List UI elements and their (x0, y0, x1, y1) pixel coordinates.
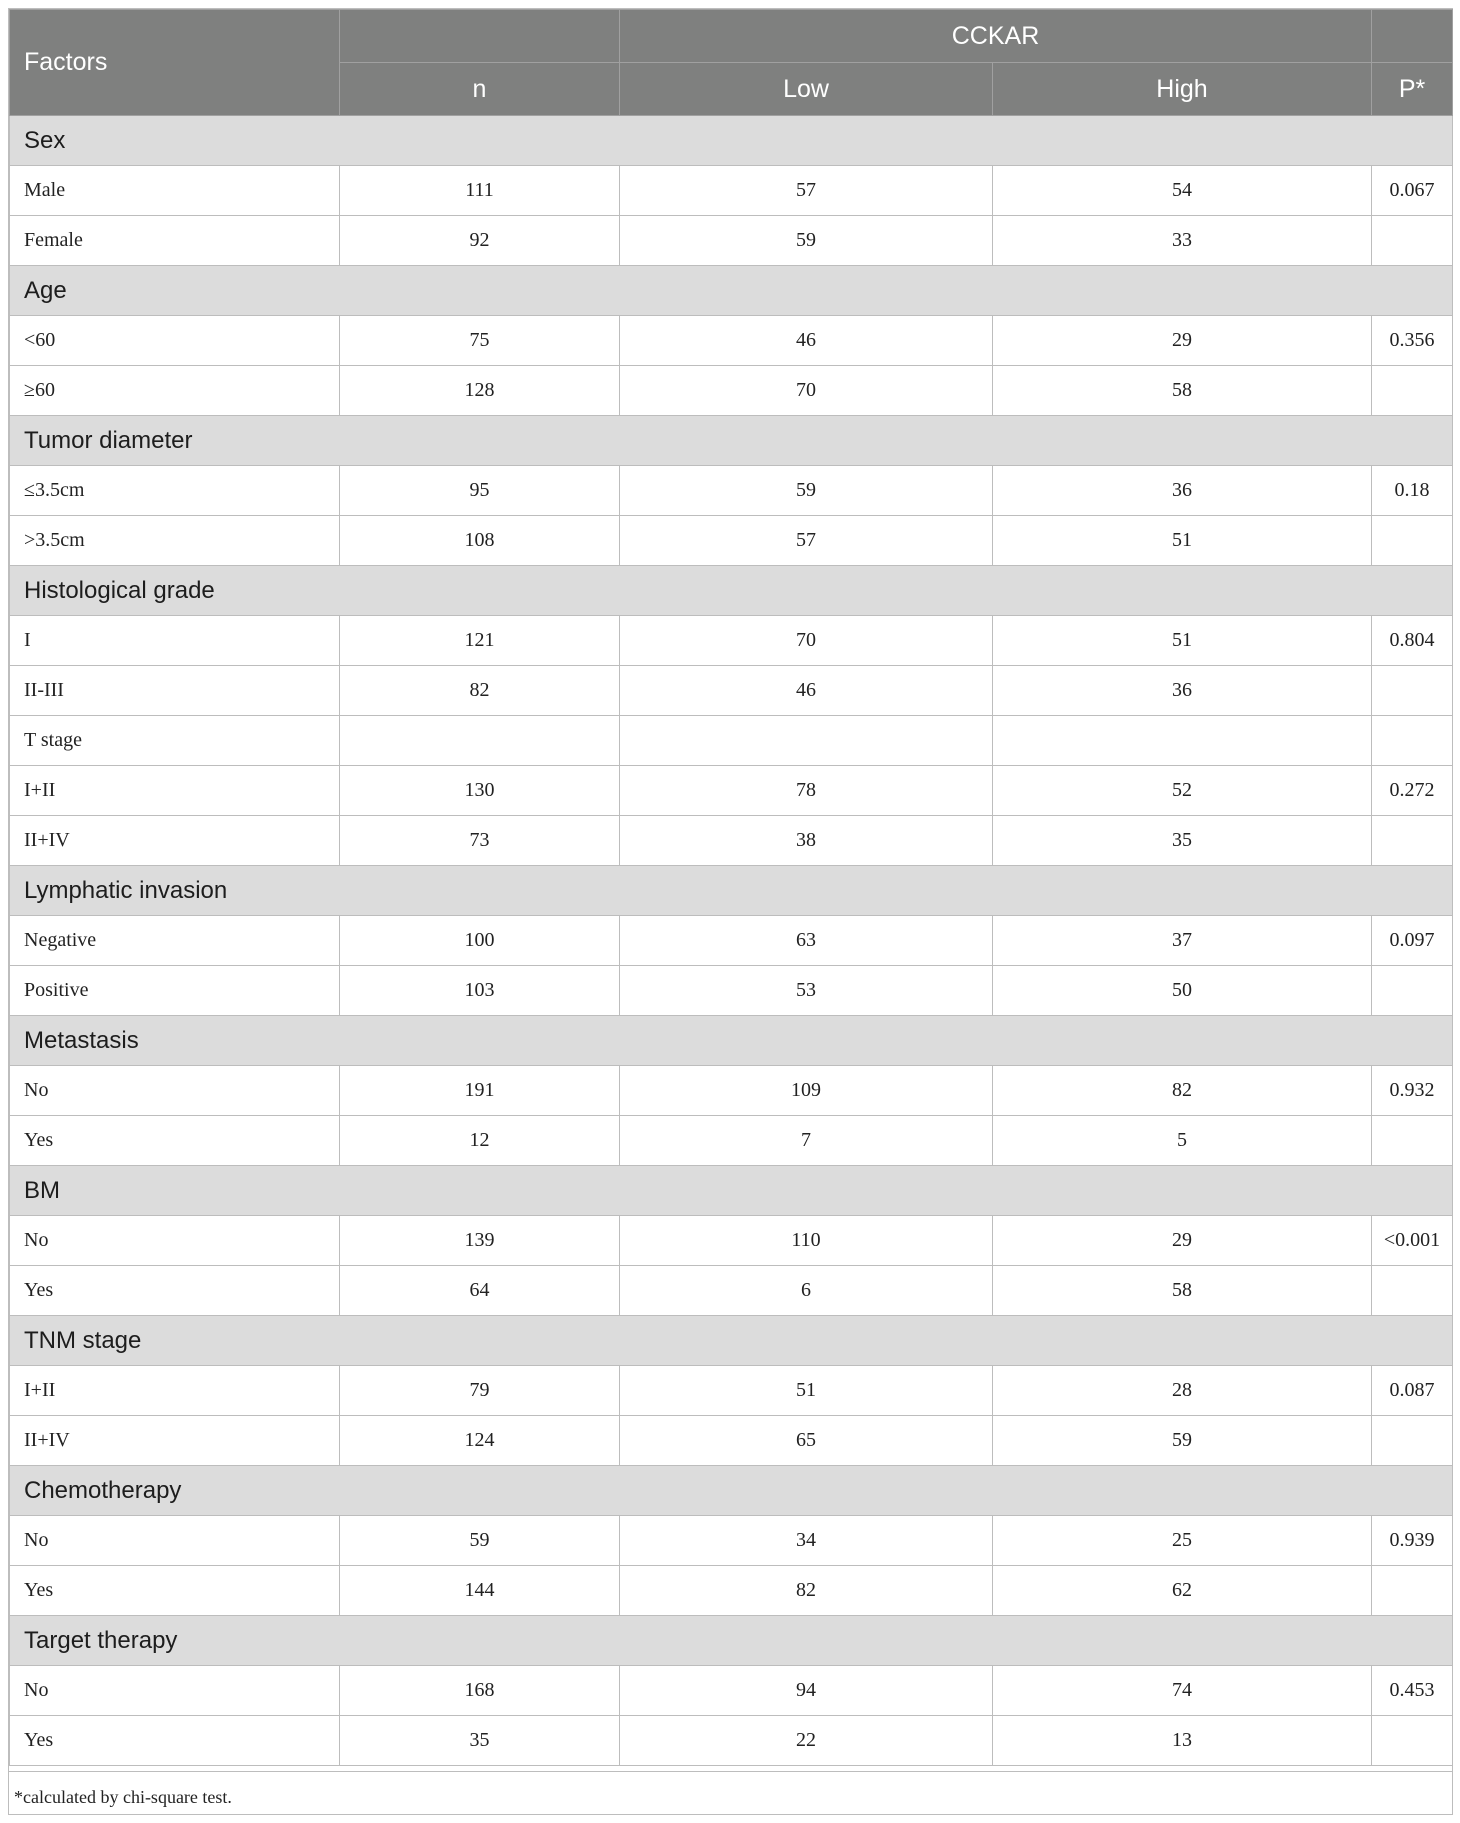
cell-p: 0.18 (1372, 466, 1453, 516)
header-low: Low (620, 63, 993, 116)
row-label: II-III (10, 666, 340, 716)
table-row (10, 816, 1453, 866)
footnote-divider (8, 1771, 1453, 1772)
cell-low: 59 (620, 216, 993, 266)
cell-p: 0.804 (1372, 616, 1453, 666)
table-row (10, 466, 1453, 516)
cell-p (1372, 666, 1453, 716)
cell-high: 58 (993, 366, 1372, 416)
header-p: P* (1372, 63, 1453, 116)
cell-low: 53 (620, 966, 993, 1016)
cell-p: 0.939 (1372, 1516, 1453, 1566)
table-header (10, 10, 1453, 116)
cell-low: 109 (620, 1066, 993, 1116)
table-row (10, 366, 1453, 416)
cell-p (1372, 816, 1453, 866)
section-row (10, 1016, 1453, 1066)
section-label: TNM stage (10, 1316, 1453, 1366)
section-row (10, 866, 1453, 916)
table-body (10, 116, 1453, 1766)
cell-n: 108 (340, 516, 620, 566)
cell-n: 168 (340, 1666, 620, 1716)
cell-p (1372, 716, 1453, 766)
table-row (10, 1216, 1453, 1266)
cell-low: 63 (620, 916, 993, 966)
cell-high: 13 (993, 1716, 1372, 1766)
cell-high: 62 (993, 1566, 1372, 1616)
row-label: No (10, 1516, 340, 1566)
cell-p (1372, 1116, 1453, 1166)
cell-low: 82 (620, 1566, 993, 1616)
header-p-spacer (1372, 10, 1453, 63)
header-group: CCKAR (620, 10, 1372, 63)
section-row (10, 416, 1453, 466)
cell-high: 35 (993, 816, 1372, 866)
table-frame (8, 8, 1453, 1815)
cell-high: 36 (993, 666, 1372, 716)
table-row (10, 216, 1453, 266)
row-label: II+IV (10, 1416, 340, 1466)
cell-p (1372, 516, 1453, 566)
section-label: Age (10, 266, 1453, 316)
section-row (10, 266, 1453, 316)
table-row (10, 766, 1453, 816)
table-row (10, 966, 1453, 1016)
row-label: Yes (10, 1266, 340, 1316)
cell-low: 65 (620, 1416, 993, 1466)
cell-high (993, 716, 1372, 766)
table-row (10, 1666, 1453, 1716)
cell-n: 144 (340, 1566, 620, 1616)
cell-low: 38 (620, 816, 993, 866)
cell-high: 54 (993, 166, 1372, 216)
cell-high: 25 (993, 1516, 1372, 1566)
cell-low: 22 (620, 1716, 993, 1766)
row-label: T stage (10, 716, 340, 766)
table-row (10, 1716, 1453, 1766)
cell-high: 29 (993, 316, 1372, 366)
cell-n: 111 (340, 166, 620, 216)
cell-high: 5 (993, 1116, 1372, 1166)
cell-low: 46 (620, 316, 993, 366)
cell-n: 73 (340, 816, 620, 866)
header-n: n (340, 63, 620, 116)
cell-low: 94 (620, 1666, 993, 1716)
cell-p (1372, 966, 1453, 1016)
cell-n (340, 716, 620, 766)
table-row (10, 316, 1453, 366)
row-label: Female (10, 216, 340, 266)
row-label: II+IV (10, 816, 340, 866)
cell-n: 103 (340, 966, 620, 1016)
table-row (10, 516, 1453, 566)
cell-low: 57 (620, 516, 993, 566)
cell-n: 92 (340, 216, 620, 266)
section-label: Lymphatic invasion (10, 866, 1453, 916)
cell-high: 36 (993, 466, 1372, 516)
cell-p: 0.932 (1372, 1066, 1453, 1116)
cell-n: 12 (340, 1116, 620, 1166)
cell-p (1372, 366, 1453, 416)
cell-low: 70 (620, 616, 993, 666)
cell-p: 0.272 (1372, 766, 1453, 816)
section-label: Chemotherapy (10, 1466, 1453, 1516)
row-label: I (10, 616, 340, 666)
cell-n: 95 (340, 466, 620, 516)
section-label: Target therapy (10, 1616, 1453, 1666)
cell-high: 74 (993, 1666, 1372, 1716)
cell-p (1372, 1266, 1453, 1316)
row-label: >3.5cm (10, 516, 340, 566)
cell-low (620, 716, 993, 766)
cell-n: 64 (340, 1266, 620, 1316)
cell-high: 51 (993, 616, 1372, 666)
cell-p (1372, 1566, 1453, 1616)
table-row (10, 616, 1453, 666)
header-high: High (993, 63, 1372, 116)
cell-low: 110 (620, 1216, 993, 1266)
table-row (10, 916, 1453, 966)
cell-p: 0.453 (1372, 1666, 1453, 1716)
table-row (10, 716, 1453, 766)
cell-low: 57 (620, 166, 993, 216)
section-label: Sex (10, 116, 1453, 166)
row-label: Negative (10, 916, 340, 966)
cell-n: 100 (340, 916, 620, 966)
cell-low: 78 (620, 766, 993, 816)
cell-low: 70 (620, 366, 993, 416)
cell-p: <0.001 (1372, 1216, 1453, 1266)
cell-n: 191 (340, 1066, 620, 1116)
cell-high: 37 (993, 916, 1372, 966)
row-label: Male (10, 166, 340, 216)
cell-n: 82 (340, 666, 620, 716)
table-row (10, 666, 1453, 716)
section-label: BM (10, 1166, 1453, 1216)
row-label: I+II (10, 766, 340, 816)
cell-low: 6 (620, 1266, 993, 1316)
row-label: Yes (10, 1116, 340, 1166)
section-row (10, 566, 1453, 616)
table-row (10, 166, 1453, 216)
row-label: ≤3.5cm (10, 466, 340, 516)
cell-low: 46 (620, 666, 993, 716)
cell-high: 82 (993, 1066, 1372, 1116)
row-label: Positive (10, 966, 340, 1016)
footnote: *calculated by chi-square test. (14, 1787, 232, 1807)
cell-high: 58 (993, 1266, 1372, 1316)
cell-high: 29 (993, 1216, 1372, 1266)
cell-n: 79 (340, 1366, 620, 1416)
row-label: Yes (10, 1716, 340, 1766)
data-table (9, 9, 1453, 1766)
section-row (10, 1616, 1453, 1666)
section-label: Metastasis (10, 1016, 1453, 1066)
section-row (10, 1166, 1453, 1216)
cell-n: 121 (340, 616, 620, 666)
row-label: No (10, 1216, 340, 1266)
cell-high: 52 (993, 766, 1372, 816)
cell-n: 130 (340, 766, 620, 816)
row-label: No (10, 1066, 340, 1116)
table-row (10, 1516, 1453, 1566)
cell-n: 139 (340, 1216, 620, 1266)
row-label: Yes (10, 1566, 340, 1616)
table-row (10, 1566, 1453, 1616)
cell-p: 0.067 (1372, 166, 1453, 216)
cell-high: 51 (993, 516, 1372, 566)
table-row (10, 1116, 1453, 1166)
cell-n: 35 (340, 1716, 620, 1766)
cell-low: 59 (620, 466, 993, 516)
cell-high: 28 (993, 1366, 1372, 1416)
cell-low: 51 (620, 1366, 993, 1416)
cell-p (1372, 216, 1453, 266)
section-row (10, 1466, 1453, 1516)
cell-n: 59 (340, 1516, 620, 1566)
cell-high: 59 (993, 1416, 1372, 1466)
cell-p: 0.097 (1372, 916, 1453, 966)
cell-p: 0.087 (1372, 1366, 1453, 1416)
row-label: I+II (10, 1366, 340, 1416)
cell-low: 7 (620, 1116, 993, 1166)
cell-n: 128 (340, 366, 620, 416)
cell-n: 75 (340, 316, 620, 366)
section-label: Histological grade (10, 566, 1453, 616)
row-label: No (10, 1666, 340, 1716)
section-row (10, 116, 1453, 166)
row-label: ≥60 (10, 366, 340, 416)
cell-p (1372, 1416, 1453, 1466)
section-label: Tumor diameter (10, 416, 1453, 466)
table-row (10, 1266, 1453, 1316)
table-row (10, 1416, 1453, 1466)
cell-p: 0.356 (1372, 316, 1453, 366)
cell-high: 50 (993, 966, 1372, 1016)
row-label: <60 (10, 316, 340, 366)
section-row (10, 1316, 1453, 1366)
table-row (10, 1366, 1453, 1416)
cell-n: 124 (340, 1416, 620, 1466)
header-n-spacer (340, 10, 620, 63)
cell-p (1372, 1716, 1453, 1766)
table-row (10, 1066, 1453, 1116)
cell-high: 33 (993, 216, 1372, 266)
header-factors: Factors (10, 10, 340, 116)
cell-low: 34 (620, 1516, 993, 1566)
